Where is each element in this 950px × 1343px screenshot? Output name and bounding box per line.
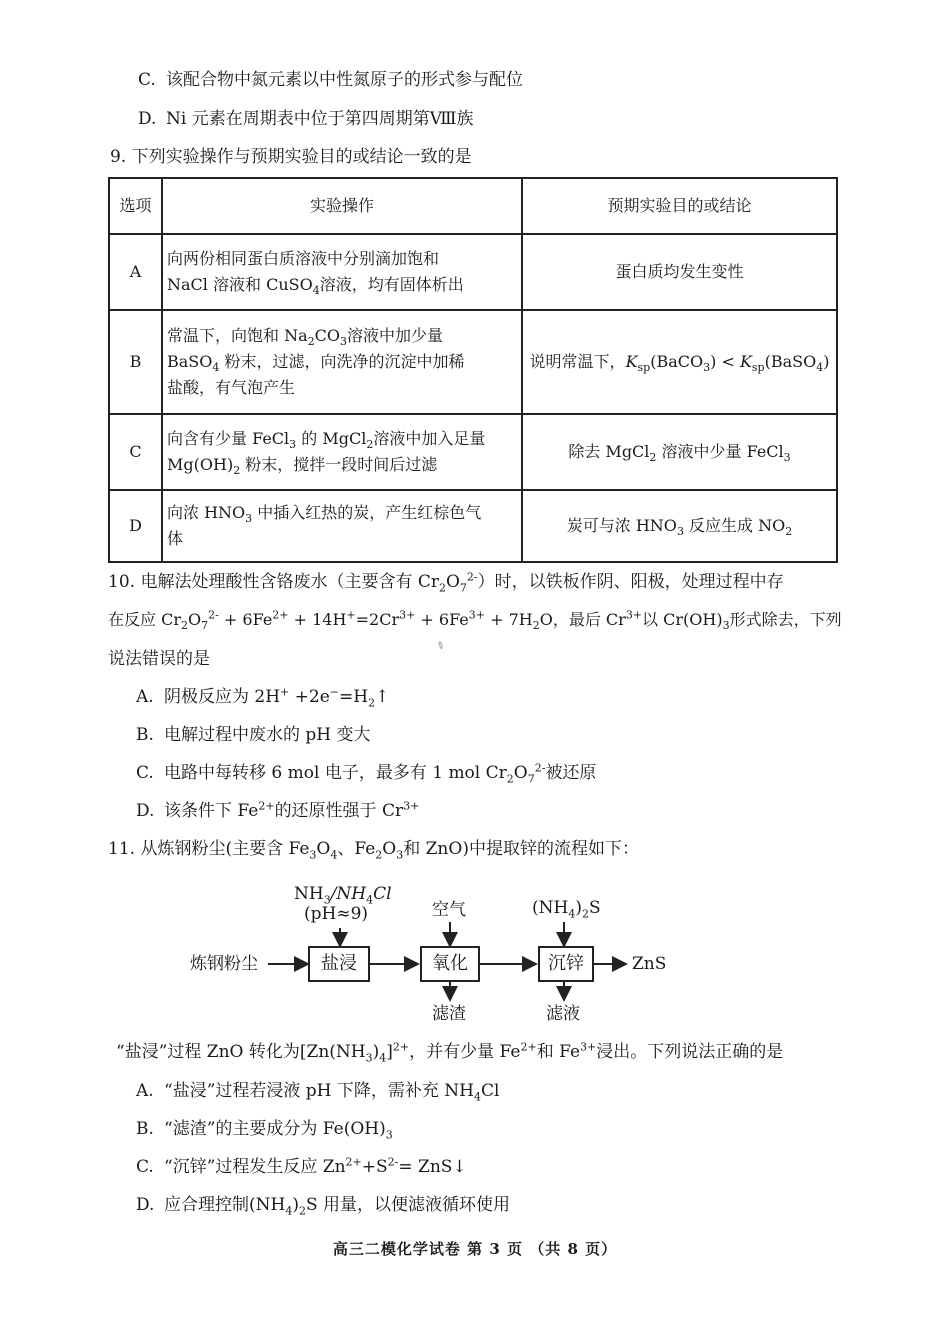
flow-reagent3: $(NH_4)_2S$ [532,898,601,921]
q9-row-b-operation [162,310,522,414]
flow-reagent1-ph: (pH≈9) [304,904,369,924]
flow-product: ZnS [632,954,667,974]
q11-flowchart [180,880,700,1030]
q11-option-b: B. “滤渣”的主要成分为 $Fe(OH)_3$ [136,1119,393,1142]
q9-table-header [109,178,837,234]
q8-option-c-text: 该配合物中氮元素以中性氮原子的形式参与配位 [166,70,523,90]
q10-stem-line1: 10. 电解法处理酸性含铬废水（主要含有 $Cr_2O_7^{2-}$）时，以铁板作阴、阳极，处理过程中存 [108,570,784,595]
q10-option-b: B. 电解过程中废水的 pH 变大 [136,725,371,745]
q9-row-d [109,490,837,562]
q8-option-d-text: Ni 元素在周期表中位于第四周期第Ⅷ族 [166,109,474,129]
q11-option-d: D. 应合理控制$(NH_4)_2S$ 用量，以便滤液循环使用 [136,1195,511,1218]
q11-option-a: A. “盐浸”过程若浸液 pH 下降，需补充 $NH_4Cl$ [136,1081,500,1104]
q9-row-d-op-line2: 体 [167,529,184,548]
flow-step-leach: 盐浸 [308,946,370,982]
q9-row-a-option: A [109,234,162,310]
q11-stem: 11. 从炼钢粉尘(主要含 $Fe_3O_4$、$Fe_2O_3$和 ZnO)中提取锌的流程如下： [108,839,639,862]
q9-row-c-op-line1: 向含有少量 FeCl$_3$ 的 MgCl$_2$溶液中加入足量 [167,429,486,452]
q9-row-c-operation [162,414,522,490]
q9-row-b-result: 说明常温下，$K_{sp}(BaCO_3)$ < $K_{sp}(BaSO_4)$ [522,310,837,414]
q9-row-d-operation [162,490,522,562]
q9-row-c-option: C [109,414,162,490]
q9-row-c [109,414,837,490]
q9-row-a-op-line1: 向两份相同蛋白质溶液中分别滴加饱和 [167,249,440,268]
q9-header-option: 选项 [109,178,162,234]
flow-step-precipitate: 沉锌 [538,946,594,982]
flow-residue: 滤渣 [432,1004,466,1024]
q10-option-a: A. 阴极反应为 $2H^+ +2e^-=H_2↑$ [136,685,390,710]
q9-row-a [109,234,837,310]
q11-description: “盐浸”过程 ZnO 转化为$[Zn(NH_3)_4]^{2+}$，并有少量 $Fe^{2+}$和 $Fe^{3+}$浸出。下列说法正确的是 [116,1040,784,1065]
q9-row-d-option: D [109,490,162,562]
q9-row-c-op-line2: $Mg(OH)_2$ 粉末，搅拌一段时间后过滤 [167,455,438,478]
q9-stem: 9. 下列实验操作与预期实验目的或结论一致的是 [110,147,472,167]
q9-row-d-op-line1: 向浓 $HNO_3$ 中插入红热的炭，产生红棕色气 [167,503,482,526]
q10-stem-line2: 在反应 $Cr_2O_7^{2-} + 6Fe^{2+} + 14H^+=2Cr^{3+} + 6Fe^{3+} + 7H_2O$，最后 $Cr^{3+}$以 $Cr(OH)_3$形式除去，下列 [108,608,842,633]
q8-option-c [138,68,523,92]
q9-table [108,177,838,563]
q9-row-b [109,310,837,414]
flow-step-oxidize: 氧化 [420,946,480,982]
q9-row-b-option: B [109,310,162,414]
q9-header-result: 预期实验目的或结论 [522,178,837,234]
q9-row-a-operation [162,234,522,310]
q9-row-b-op-line2: BaSO$_4$ 粉末，过滤，向洗净的沉淀中加稀 [167,352,465,375]
q9-row-c-result: 除去 MgCl$_2$ 溶液中少量 FeCl$_3$ [522,414,837,490]
q11-option-c: C. “沉锌”过程发生反应 $Zn^{2+}+S^{2-}=$ ZnS↓ [136,1155,467,1177]
q9-row-d-result: 炭可与浓 $HNO_3$ 反应生成 $NO_2$ [522,490,837,562]
q8-option-d [138,107,474,131]
q10-option-d: D. 该条件下 $Fe^{2+}$的还原性强于 $Cr^{3+}$ [136,799,420,821]
q9-row-b-op-line3: 盐酸，有气泡产生 [167,378,296,397]
page-footer: 高三二模化学试卷 第 3 页 （共 8 页） [332,1240,618,1258]
q10-stem-line3: 说法错误的是 [108,649,210,669]
flow-reagent2: 空气 [432,900,466,920]
q9-row-a-op-line2: NaCl 溶液和 CuSO$_4$溶液，均有固体析出 [167,275,464,298]
q9-row-b-op-line1: 常温下，向饱和 $Na_2CO_3$溶液中加少量 [167,326,444,349]
flow-reagent1: $NH_3/NH_4Cl$ [294,884,392,907]
flow-filtrate: 滤液 [546,1004,580,1024]
q8-option-d-label: D. [138,109,157,129]
q9-header-operation: 实验操作 [162,178,522,234]
q10-option-c: C. 电路中每转移 6 mol 电子，最多有 1 mol $Cr_2O_7^{2-}$被还原 [136,761,597,786]
q9-row-a-result: 蛋白质均发生变性 [522,234,837,310]
flow-input: 炼钢粉尘 [190,954,258,974]
watermark-icon: ✎ [433,639,447,654]
q8-option-c-label: C. [138,70,156,90]
